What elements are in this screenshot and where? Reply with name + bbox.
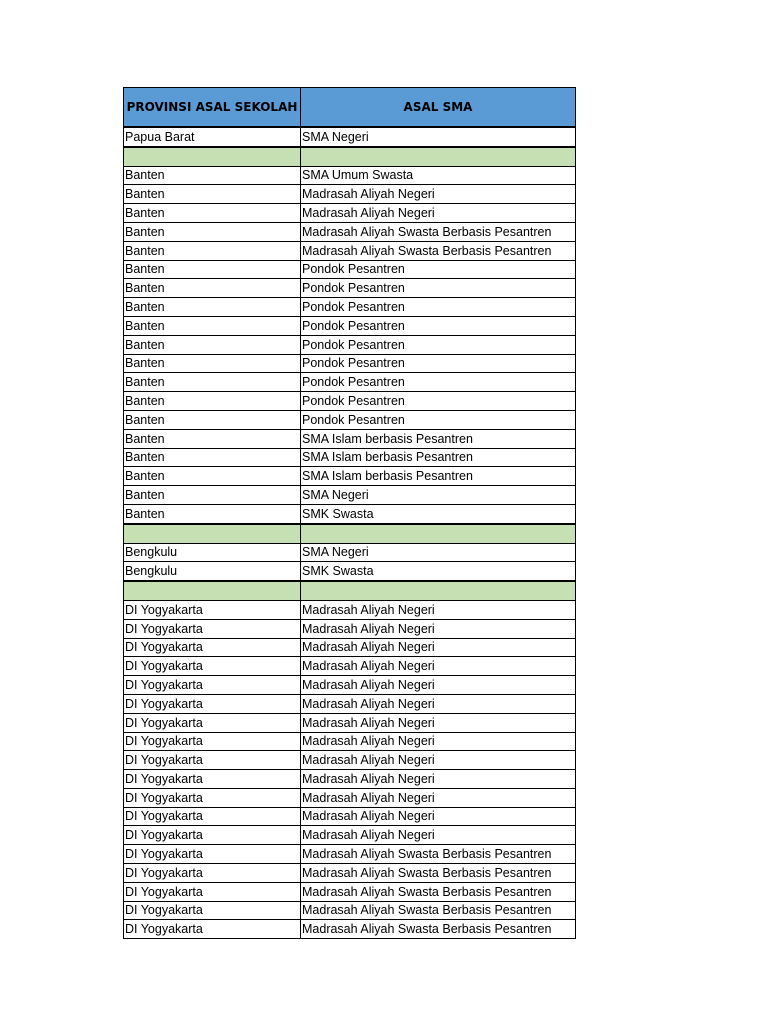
provinsi-cell: Banten bbox=[124, 222, 301, 241]
table-row bbox=[124, 619, 576, 638]
provinsi-cell: DI Yogyakarta bbox=[124, 845, 301, 864]
table-row bbox=[124, 770, 576, 789]
asal-sma-cell: Pondok Pesantren bbox=[301, 410, 576, 429]
table-row bbox=[124, 410, 576, 429]
table-row bbox=[124, 316, 576, 335]
provinsi-cell: Bengkulu bbox=[124, 543, 301, 562]
asal-sma-cell: SMA Negeri bbox=[301, 127, 576, 147]
header-asal-sma: ASAL SMA bbox=[301, 88, 576, 128]
asal-sma-cell: SMK Swasta bbox=[301, 504, 576, 523]
provinsi-cell: DI Yogyakarta bbox=[124, 676, 301, 695]
provinsi-cell: Banten bbox=[124, 354, 301, 373]
asal-sma-cell: SMA Negeri bbox=[301, 543, 576, 562]
provinsi-cell: Banten bbox=[124, 335, 301, 354]
table-row bbox=[124, 166, 576, 185]
table-row bbox=[124, 882, 576, 901]
provinsi-cell: DI Yogyakarta bbox=[124, 751, 301, 770]
header-row bbox=[124, 88, 576, 128]
header-provinsi: PROVINSI ASAL SEKOLAH bbox=[124, 88, 301, 128]
provinsi-cell: Banten bbox=[124, 504, 301, 523]
provinsi-cell: Banten bbox=[124, 373, 301, 392]
table-row bbox=[124, 920, 576, 939]
provinsi-cell: Papua Barat bbox=[124, 127, 301, 147]
asal-sma-cell: Pondok Pesantren bbox=[301, 392, 576, 411]
school-origin-table bbox=[123, 87, 576, 939]
provinsi-cell: Banten bbox=[124, 467, 301, 486]
asal-sma-cell: Madrasah Aliyah Swasta Berbasis Pesantren bbox=[301, 222, 576, 241]
provinsi-cell: Banten bbox=[124, 429, 301, 448]
provinsi-cell: DI Yogyakarta bbox=[124, 826, 301, 845]
provinsi-cell: DI Yogyakarta bbox=[124, 788, 301, 807]
separator-row bbox=[124, 581, 576, 600]
asal-sma-cell: SMK Swasta bbox=[301, 562, 576, 581]
table-row bbox=[124, 429, 576, 448]
asal-sma-cell: Madrasah Aliyah Negeri bbox=[301, 204, 576, 223]
provinsi-cell: Banten bbox=[124, 166, 301, 185]
asal-sma-cell: Madrasah Aliyah Negeri bbox=[301, 826, 576, 845]
asal-sma-cell: Madrasah Aliyah Negeri bbox=[301, 751, 576, 770]
asal-sma-cell: Madrasah Aliyah Swasta Berbasis Pesantren bbox=[301, 920, 576, 939]
table-row bbox=[124, 298, 576, 317]
asal-sma-cell: Madrasah Aliyah Negeri bbox=[301, 732, 576, 751]
provinsi-cell: DI Yogyakarta bbox=[124, 901, 301, 920]
table-row bbox=[124, 392, 576, 411]
table-row bbox=[124, 504, 576, 523]
asal-sma-cell: Madrasah Aliyah Negeri bbox=[301, 713, 576, 732]
table-row bbox=[124, 467, 576, 486]
separator-cell bbox=[301, 581, 576, 600]
separator-cell bbox=[124, 524, 301, 543]
provinsi-cell: Banten bbox=[124, 185, 301, 204]
table-row bbox=[124, 732, 576, 751]
asal-sma-cell: Madrasah Aliyah Negeri bbox=[301, 807, 576, 826]
table-row bbox=[124, 486, 576, 505]
table-row bbox=[124, 657, 576, 676]
table-row bbox=[124, 204, 576, 223]
provinsi-cell: DI Yogyakarta bbox=[124, 694, 301, 713]
provinsi-cell: Banten bbox=[124, 486, 301, 505]
table-row bbox=[124, 127, 576, 147]
asal-sma-cell: Pondok Pesantren bbox=[301, 316, 576, 335]
table-row bbox=[124, 335, 576, 354]
table-row bbox=[124, 562, 576, 581]
asal-sma-cell: Madrasah Aliyah Negeri bbox=[301, 657, 576, 676]
provinsi-cell: DI Yogyakarta bbox=[124, 882, 301, 901]
table-row bbox=[124, 751, 576, 770]
provinsi-cell: Banten bbox=[124, 298, 301, 317]
provinsi-cell: Banten bbox=[124, 279, 301, 298]
table-row bbox=[124, 638, 576, 657]
asal-sma-cell: Madrasah Aliyah Negeri bbox=[301, 619, 576, 638]
asal-sma-cell: Madrasah Aliyah Negeri bbox=[301, 788, 576, 807]
table-row bbox=[124, 185, 576, 204]
table-row bbox=[124, 241, 576, 260]
provinsi-cell: DI Yogyakarta bbox=[124, 864, 301, 883]
asal-sma-cell: Madrasah Aliyah Negeri bbox=[301, 694, 576, 713]
separator-cell bbox=[124, 581, 301, 600]
asal-sma-cell: Pondok Pesantren bbox=[301, 335, 576, 354]
separator-cell bbox=[301, 147, 576, 166]
asal-sma-cell: SMA Islam berbasis Pesantren bbox=[301, 467, 576, 486]
asal-sma-cell: Pondok Pesantren bbox=[301, 260, 576, 279]
table-row bbox=[124, 845, 576, 864]
table-row bbox=[124, 279, 576, 298]
table-body bbox=[124, 127, 576, 939]
asal-sma-cell: Pondok Pesantren bbox=[301, 373, 576, 392]
asal-sma-cell: Madrasah Aliyah Swasta Berbasis Pesantren bbox=[301, 845, 576, 864]
table-row bbox=[124, 543, 576, 562]
asal-sma-cell: Madrasah Aliyah Negeri bbox=[301, 185, 576, 204]
separator-cell bbox=[124, 147, 301, 166]
provinsi-cell: DI Yogyakarta bbox=[124, 638, 301, 657]
provinsi-cell: DI Yogyakarta bbox=[124, 732, 301, 751]
asal-sma-cell: SMA Umum Swasta bbox=[301, 166, 576, 185]
table-row bbox=[124, 222, 576, 241]
separator-cell bbox=[301, 524, 576, 543]
table-row bbox=[124, 788, 576, 807]
table-row bbox=[124, 694, 576, 713]
asal-sma-cell: SMA Islam berbasis Pesantren bbox=[301, 448, 576, 467]
provinsi-cell: Bengkulu bbox=[124, 562, 301, 581]
asal-sma-cell: Madrasah Aliyah Swasta Berbasis Pesantren bbox=[301, 901, 576, 920]
table-row bbox=[124, 901, 576, 920]
provinsi-cell: DI Yogyakarta bbox=[124, 770, 301, 789]
asal-sma-cell: Pondok Pesantren bbox=[301, 279, 576, 298]
table-row bbox=[124, 448, 576, 467]
table-row bbox=[124, 826, 576, 845]
asal-sma-cell: Pondok Pesantren bbox=[301, 298, 576, 317]
asal-sma-cell: Madrasah Aliyah Negeri bbox=[301, 638, 576, 657]
asal-sma-cell: Madrasah Aliyah Negeri bbox=[301, 770, 576, 789]
provinsi-cell: Banten bbox=[124, 392, 301, 411]
table-row bbox=[124, 600, 576, 619]
asal-sma-cell: Pondok Pesantren bbox=[301, 354, 576, 373]
provinsi-cell: DI Yogyakarta bbox=[124, 713, 301, 732]
asal-sma-cell: SMA Islam berbasis Pesantren bbox=[301, 429, 576, 448]
asal-sma-cell: Madrasah Aliyah Swasta Berbasis Pesantren bbox=[301, 241, 576, 260]
provinsi-cell: Banten bbox=[124, 448, 301, 467]
table-row bbox=[124, 864, 576, 883]
table-row bbox=[124, 713, 576, 732]
asal-sma-cell: Madrasah Aliyah Negeri bbox=[301, 600, 576, 619]
table-row bbox=[124, 676, 576, 695]
provinsi-cell: Banten bbox=[124, 410, 301, 429]
asal-sma-cell: Madrasah Aliyah Swasta Berbasis Pesantren bbox=[301, 864, 576, 883]
separator-row bbox=[124, 524, 576, 543]
table-row bbox=[124, 373, 576, 392]
provinsi-cell: Banten bbox=[124, 241, 301, 260]
asal-sma-cell: Madrasah Aliyah Swasta Berbasis Pesantren bbox=[301, 882, 576, 901]
separator-row bbox=[124, 147, 576, 166]
provinsi-cell: DI Yogyakarta bbox=[124, 619, 301, 638]
provinsi-cell: DI Yogyakarta bbox=[124, 600, 301, 619]
provinsi-cell: DI Yogyakarta bbox=[124, 920, 301, 939]
asal-sma-cell: SMA Negeri bbox=[301, 486, 576, 505]
provinsi-cell: Banten bbox=[124, 260, 301, 279]
table-row bbox=[124, 354, 576, 373]
asal-sma-cell: Madrasah Aliyah Negeri bbox=[301, 676, 576, 695]
provinsi-cell: DI Yogyakarta bbox=[124, 657, 301, 676]
provinsi-cell: DI Yogyakarta bbox=[124, 807, 301, 826]
table-row bbox=[124, 807, 576, 826]
provinsi-cell: Banten bbox=[124, 204, 301, 223]
provinsi-cell: Banten bbox=[124, 316, 301, 335]
table-row bbox=[124, 260, 576, 279]
